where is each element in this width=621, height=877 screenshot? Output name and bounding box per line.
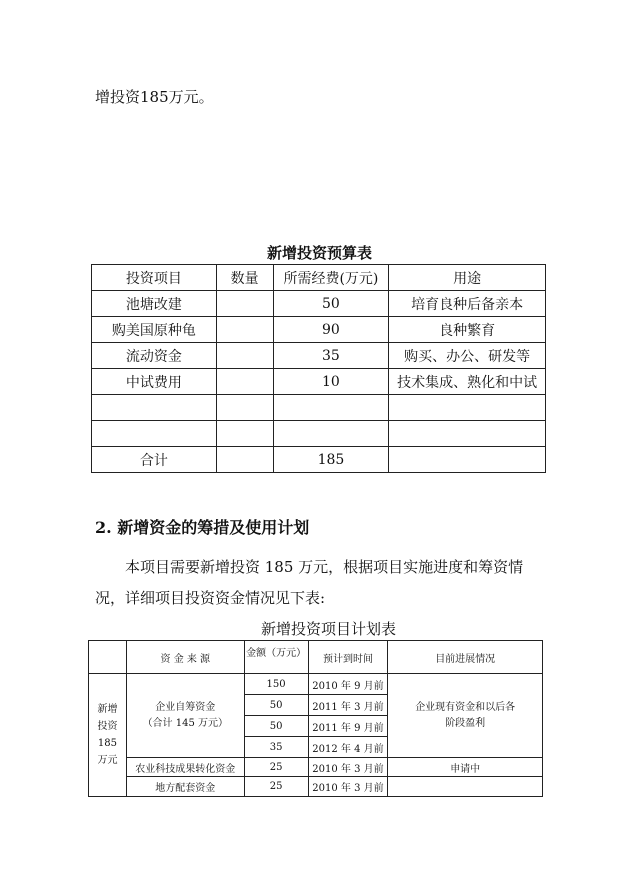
- table-header-row: [89, 641, 543, 674]
- item-cell: 池塘改建: [92, 291, 217, 317]
- header-cell: 数量: [216, 265, 273, 291]
- cost-cell: 50: [273, 291, 389, 317]
- plan-table: [88, 640, 543, 797]
- table-row: [92, 317, 546, 343]
- cost-cell: [273, 395, 389, 421]
- header-cell: 所需经费(万元): [273, 265, 389, 291]
- qty-cell: [216, 291, 273, 317]
- cost-cell: 35: [273, 343, 389, 369]
- source-cell: 农业科技成果转化资金: [126, 758, 244, 777]
- amount-cell: 25: [244, 777, 308, 797]
- header-cell: 金额（万元）: [244, 641, 308, 674]
- table-row: [92, 369, 546, 395]
- source-cell: [126, 674, 244, 758]
- qty-cell: [216, 343, 273, 369]
- table-header-row: [92, 265, 546, 291]
- time-cell: 2010 年 9 月前: [308, 674, 388, 695]
- use-cell: [389, 447, 546, 473]
- header-cell: 预计到时间: [308, 641, 388, 674]
- source-cell: 地方配套资金: [126, 777, 244, 797]
- status-cell: [388, 777, 543, 797]
- status-cell: 申请中: [388, 758, 543, 777]
- table-row: [89, 758, 543, 777]
- use-cell: 良种繁育: [389, 317, 546, 343]
- plan-table-title: 新增投资项目计划表: [261, 620, 397, 638]
- time-cell: 2011 年 3 月前: [308, 695, 388, 716]
- group-label-line: 新增: [97, 704, 118, 715]
- status-cell: [388, 674, 543, 758]
- amount-cell: 50: [244, 716, 308, 737]
- header-cell: 投资项目: [92, 265, 217, 291]
- table-row: [89, 777, 543, 797]
- table-row: [89, 674, 543, 695]
- table-row: [92, 291, 546, 317]
- group-label-line: 万元: [97, 755, 118, 766]
- item-cell: 流动资金: [92, 343, 217, 369]
- qty-cell: [216, 447, 273, 473]
- qty-cell: [216, 317, 273, 343]
- use-cell: 购买、办公、研发等: [389, 343, 546, 369]
- item-cell: 购美国原种龟: [92, 317, 217, 343]
- group-label-line: 185: [97, 738, 118, 749]
- cost-cell: [273, 421, 389, 447]
- status-line: 企业现有资金和以后各: [415, 701, 516, 713]
- time-cell: 2010 年 3 月前: [308, 758, 388, 777]
- amount-cell: 35: [244, 737, 308, 758]
- table-row: [92, 343, 546, 369]
- item-cell: 合计: [92, 447, 217, 473]
- status-line: 阶段盈利: [445, 717, 486, 729]
- qty-cell: [216, 369, 273, 395]
- use-cell: [389, 395, 546, 421]
- time-cell: 2010 年 3 月前: [308, 777, 388, 797]
- use-cell: [389, 421, 546, 447]
- amount-cell: 150: [244, 674, 308, 695]
- amount-cell: 25: [244, 758, 308, 777]
- section-heading: 2. 新增资金的筹措及使用计划: [95, 518, 310, 537]
- header-cell: 资 金 来 源: [126, 641, 244, 674]
- group-label-line: 投资: [97, 721, 118, 732]
- item-cell: [92, 395, 217, 421]
- use-cell: 技术集成、熟化和中试: [389, 369, 546, 395]
- qty-cell: [216, 421, 273, 447]
- cost-cell: 185: [273, 447, 389, 473]
- intro-text: 增投资185万元。: [95, 88, 214, 106]
- cost-cell: 10: [273, 369, 389, 395]
- item-cell: [92, 421, 217, 447]
- qty-cell: [216, 395, 273, 421]
- time-cell: 2012 年 4 月前: [308, 737, 388, 758]
- cost-cell: 90: [273, 317, 389, 343]
- source-label: 企业自筹资金: [155, 701, 216, 713]
- budget-table-title: 新增投资预算表: [267, 244, 373, 262]
- header-cell: 目前进展情况: [388, 641, 543, 674]
- paragraph-line: 本项目需要新增投资 185 万元，根据项目实施进度和筹资情: [125, 558, 524, 576]
- use-cell: 培育良种后备亲本: [389, 291, 546, 317]
- table-total-row: [92, 447, 546, 473]
- table-row: [92, 395, 546, 421]
- paragraph-line: 况，详细项目投资资金情况见下表:: [95, 589, 326, 607]
- group-label-cell: [89, 674, 127, 797]
- time-cell: 2011 年 9 月前: [308, 716, 388, 737]
- header-cell: [89, 641, 127, 674]
- budget-table: [91, 264, 546, 473]
- header-cell: 用途: [389, 265, 546, 291]
- table-row: [92, 421, 546, 447]
- item-cell: 中试费用: [92, 369, 217, 395]
- source-sublabel: （合计 145 万元）: [142, 717, 229, 729]
- amount-cell: 50: [244, 695, 308, 716]
